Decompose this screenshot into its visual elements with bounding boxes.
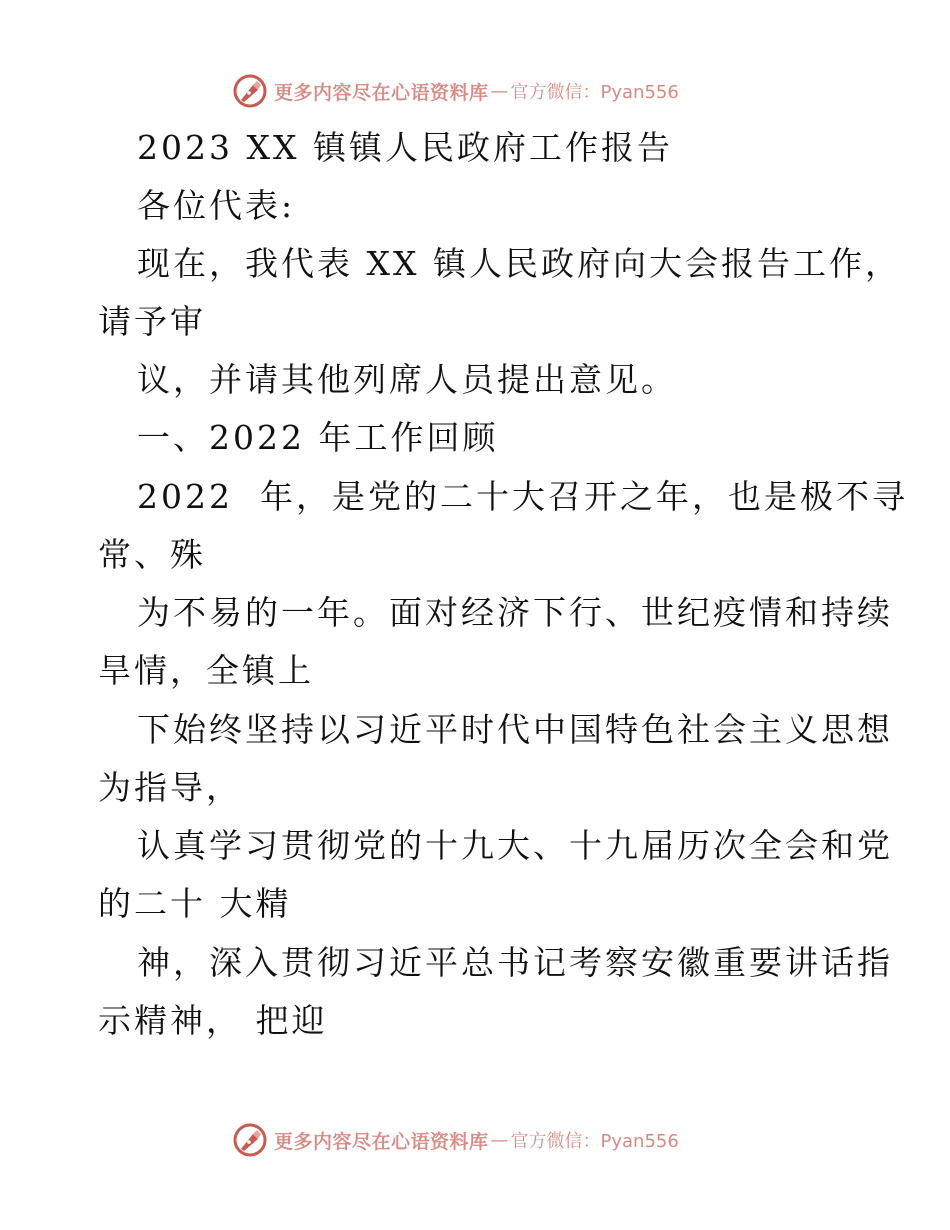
watermark-text: 更多内容尽在心语资料库 (274, 81, 489, 104)
watermark-dash: — (490, 1129, 509, 1151)
text-line: 为不易的一年。面对经济下行、世纪疫情和持续 (137, 593, 893, 632)
watermark-dash: — (490, 80, 509, 102)
text-line: 议，并请其他列席人员提出意见。 (137, 360, 677, 399)
header-watermark (232, 71, 679, 111)
text-line: 现在，我代表 XX 镇人民政府向大会报告工作， (137, 244, 901, 283)
footer-watermark (232, 1120, 679, 1160)
text-line: 示精神， 把迎 (98, 1001, 328, 1040)
text-line: 常、殊 (98, 535, 206, 574)
text-line: 2022 年，是党的二十大召开之年，也是极不寻 (137, 477, 908, 516)
pen-nib-circle-icon (232, 1122, 268, 1158)
text-line: 旱情，全镇上 (98, 651, 314, 690)
document-title: 2023 XX 镇镇人民政府工作报告 (137, 128, 673, 167)
text-line: 认真学习贯彻党的十九大、十九届历次全会和党 (137, 826, 893, 865)
watermark-contact: 官方微信：Pyan556 (510, 1131, 679, 1152)
pen-nib-circle-icon (232, 73, 268, 109)
section-heading: 一、2022 年工作回顾 (137, 418, 499, 457)
text-line: 各位代表: (137, 186, 296, 225)
text-line: 下始终坚持以习近平时代中国特色社会主义思想 (137, 710, 893, 749)
text-line: 神，深入贯彻习近平总书记考察安徽重要讲话指 (137, 943, 893, 982)
watermark-contact: 官方微信：Pyan556 (510, 82, 679, 103)
text-line: 请予审 (98, 302, 206, 341)
watermark-text: 更多内容尽在心语资料库 (274, 1130, 489, 1153)
text-line: 为指导， (98, 768, 242, 807)
text-line: 的二十 大精 (98, 884, 292, 923)
